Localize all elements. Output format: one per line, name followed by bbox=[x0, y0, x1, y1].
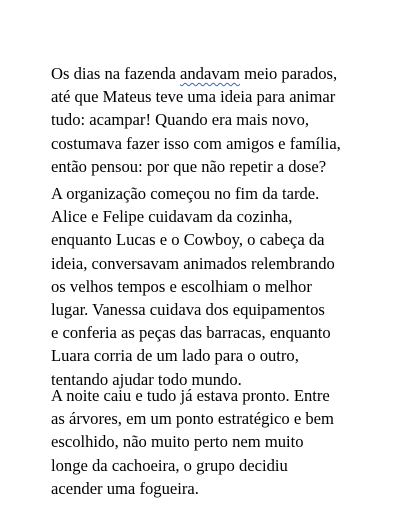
text-line bbox=[51, 407, 334, 430]
text-segment: longe da cachoeira, o grupo decidiu bbox=[51, 455, 288, 475]
text-segment: tentando ajudar todo mundo. bbox=[51, 369, 242, 389]
text-segment: Luara corria de um lado para o outro, bbox=[51, 346, 299, 366]
text-line bbox=[51, 228, 335, 251]
text-line bbox=[51, 384, 334, 407]
text-line bbox=[51, 205, 335, 228]
text-line bbox=[51, 108, 341, 131]
text-line bbox=[51, 62, 341, 85]
text-segment: enquanto Lucas e o Cowboy, o cabeça da bbox=[51, 230, 325, 250]
spellcheck-flagged-word[interactable]: andavam bbox=[180, 64, 240, 83]
text-line bbox=[51, 321, 335, 344]
text-segment: A organização começou no fim da tarde. bbox=[51, 184, 320, 203]
text-segment: as árvores, em um ponto estratégico e bem bbox=[51, 409, 334, 429]
text-segment: e conferia as peças das barracas, enquanto bbox=[51, 323, 331, 343]
text-segment: lugar. Vanessa cuidava dos equipamentos bbox=[51, 300, 325, 320]
text-segment: A noite caiu e tudo já estava pronto. Entre bbox=[51, 386, 330, 405]
text-line bbox=[51, 298, 335, 321]
text-segment: tudo: acampar! Quando era mais novo, bbox=[51, 110, 310, 130]
text-segment: meio parados, bbox=[239, 64, 338, 83]
text-line bbox=[51, 430, 334, 453]
text-segment: escolhido, não muito perto nem muito bbox=[51, 432, 304, 452]
text-line bbox=[51, 275, 335, 298]
text-line bbox=[51, 454, 334, 477]
text-segment: acender uma fogueira. bbox=[51, 478, 199, 498]
text-segment: então pensou: por que não repetir a dose? bbox=[51, 156, 327, 176]
paragraph-2 bbox=[51, 182, 335, 391]
text-line bbox=[51, 132, 341, 155]
text-line bbox=[51, 344, 335, 367]
text-segment: ideia, conversavam animados relembrando bbox=[51, 253, 335, 273]
text-segment: Os dias na fazenda bbox=[51, 64, 181, 83]
text-line bbox=[51, 155, 341, 178]
text-segment: costumava fazer isso com amigos e família, bbox=[51, 133, 341, 153]
text-line bbox=[51, 85, 341, 108]
text-segment: até que Mateus teve uma ideia para animar bbox=[51, 87, 336, 107]
text-line bbox=[51, 252, 335, 275]
text-segment: os velhos tempos e escolhiam o melhor bbox=[51, 276, 312, 296]
text-line bbox=[51, 182, 335, 205]
text-line bbox=[51, 477, 334, 500]
paragraph-1 bbox=[51, 62, 341, 178]
text-segment: Alice e Felipe cuidavam da cozinha, bbox=[51, 207, 293, 227]
paragraph-3 bbox=[51, 384, 334, 500]
